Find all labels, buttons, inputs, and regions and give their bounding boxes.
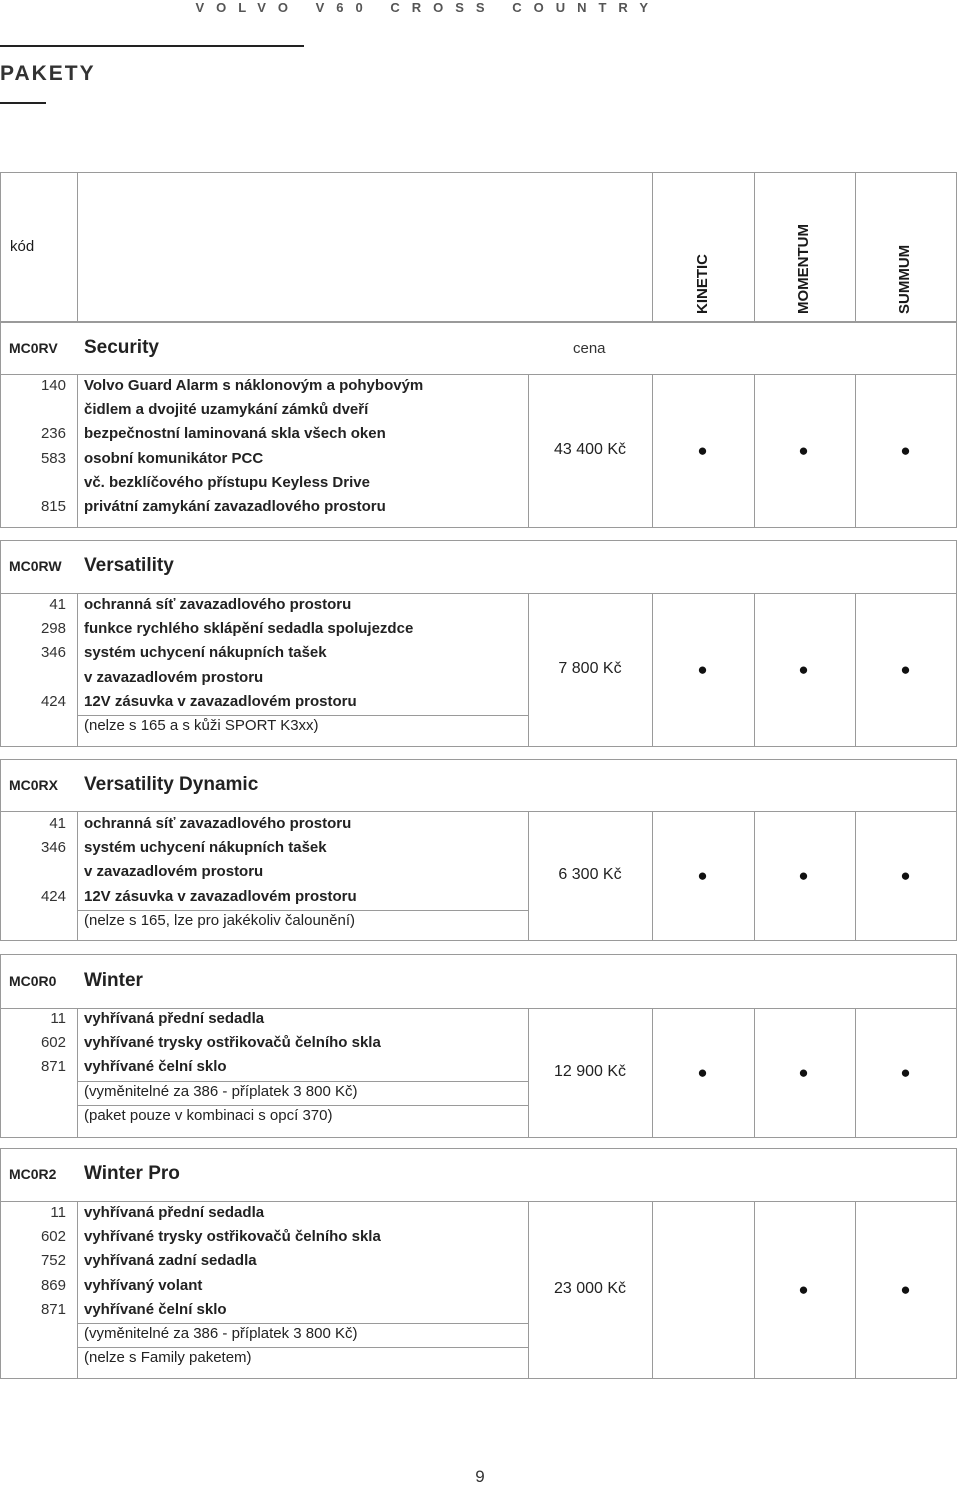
option-description: ochranná síť zavazadlového prostoru [84, 815, 352, 832]
row-divider [1, 811, 956, 812]
option-description: čidlem a dvojité uzamykání zámků dveří [84, 401, 369, 418]
option-note: (nelze s Family paketem) [84, 1349, 252, 1366]
availability-dot: ● [900, 1063, 911, 1082]
header-rule [0, 45, 304, 47]
row-divider [1, 1201, 956, 1202]
option-number: 298 [40, 620, 66, 637]
column-divider [77, 593, 78, 746]
option-description: v zavazadlovém prostoru [84, 669, 264, 686]
availability-dot: ● [900, 866, 911, 885]
option-note: (vyměnitelné za 386 - příplatek 3 800 Kč) [84, 1325, 358, 1342]
option-description: v zavazadlovém prostoru [84, 863, 264, 880]
package-name: Winter Pro [84, 1163, 180, 1184]
option-number: 871 [40, 1301, 66, 1318]
trim-kinetic: KINETIC [694, 254, 711, 314]
option-number: 815 [40, 498, 66, 515]
option-description: vč. bezklíčového přístupu Keyless Drive [84, 474, 370, 491]
option-description: vyhřívané trysky ostřikovačů čelního skla [84, 1034, 381, 1051]
option-description: privátní zamykání zavazadlového prostoru [84, 498, 386, 515]
package-name: Versatility [84, 555, 174, 576]
package-price: 23 000 Kč [553, 1280, 627, 1297]
package-code: MC0RX [9, 777, 59, 793]
option-description: 12V zásuvka v zavazadlovém prostoru [84, 693, 357, 710]
note-divider [78, 1105, 528, 1106]
availability-dot: ● [798, 866, 809, 885]
option-description: systém uchycení nákupních tašek [84, 644, 327, 661]
option-number: 140 [40, 377, 66, 394]
column-divider [77, 1201, 78, 1378]
option-description: funkce rychlého sklápění sedadla spolujezdce [84, 620, 414, 637]
option-note: (nelze s 165, lze pro jakékoliv čalounění) [84, 912, 355, 929]
section-title: PAKETY [0, 62, 96, 85]
package-name: Security [84, 337, 159, 358]
page-number: 9 [475, 1467, 485, 1486]
availability-dot: ● [900, 441, 911, 460]
availability-dot: ● [798, 1280, 809, 1299]
option-number: 869 [40, 1277, 66, 1294]
option-number: 11 [50, 1204, 66, 1221]
availability-dot: ● [798, 1063, 809, 1082]
note-divider [78, 1323, 528, 1324]
availability-dot: ● [798, 660, 809, 679]
option-number: 424 [40, 693, 66, 710]
code-column-label: kód [10, 238, 35, 255]
package-code: MC0RW [9, 558, 62, 574]
option-description: vyhřívaná zadní sedadla [84, 1252, 257, 1269]
option-number: 346 [40, 644, 66, 661]
availability-dot: ● [900, 1280, 911, 1299]
option-number: 11 [50, 1010, 66, 1027]
option-description: vyhřívaný volant [84, 1277, 203, 1294]
package-code: MC0R0 [9, 973, 57, 989]
package-code: MC0R2 [9, 1166, 57, 1182]
package-price: 6 300 Kč [558, 866, 622, 883]
price-column-label: cena [573, 340, 606, 357]
package-price: 7 800 Kč [558, 660, 622, 677]
option-number: 602 [40, 1228, 66, 1245]
note-divider [78, 910, 528, 911]
availability-dot: ● [697, 441, 708, 460]
note-divider [78, 715, 528, 716]
option-description: vyhřívaná přední sedadla [84, 1204, 265, 1221]
availability-dot: ● [697, 866, 708, 885]
option-number: 41 [49, 596, 66, 613]
option-description: vyhřívané trysky ostřikovačů čelního skla [84, 1228, 381, 1245]
option-description: ochranná síť zavazadlového prostoru [84, 596, 352, 613]
note-divider [78, 1347, 528, 1348]
option-number: 583 [40, 450, 66, 467]
availability-dot: ● [697, 1063, 708, 1082]
row-divider [1, 1008, 956, 1009]
option-number: 346 [40, 839, 66, 856]
option-number: 424 [40, 888, 66, 905]
trim-momentum: MOMENTUM [795, 224, 812, 314]
option-number: 602 [40, 1034, 66, 1051]
option-note: (paket pouze v kombinaci s opcí 370) [84, 1107, 333, 1124]
brand-header: VOLVO V60 CROSS COUNTRY [195, 0, 660, 15]
option-description: systém uchycení nákupních tašek [84, 839, 327, 856]
column-divider [77, 1008, 78, 1137]
option-number: 871 [40, 1058, 66, 1075]
note-divider [78, 1081, 528, 1082]
package-name: Winter [84, 970, 143, 991]
availability-dot: ● [900, 660, 911, 679]
availability-dot: ● [798, 441, 809, 460]
trim-summum: SUMMUM [896, 244, 913, 314]
column-divider [652, 1201, 653, 1378]
option-description: vyhřívané čelní sklo [84, 1301, 227, 1318]
option-description: 12V zásuvka v zavazadlovém prostoru [84, 888, 357, 905]
option-number: 41 [49, 815, 66, 832]
option-note: (vyměnitelné za 386 - příplatek 3 800 Kč) [84, 1083, 358, 1100]
option-description: vyhřívaná přední sedadla [84, 1010, 265, 1027]
row-divider [1, 593, 956, 594]
table-header [0, 172, 957, 322]
title-underline [0, 102, 46, 104]
option-description: vyhřívané čelní sklo [84, 1058, 227, 1075]
option-description: Volvo Guard Alarm s náklonovým a pohybovým [84, 377, 424, 394]
package-name: Versatility Dynamic [84, 774, 259, 795]
option-note: (nelze s 165 a s kůži SPORT K3xx) [84, 717, 319, 734]
option-description: osobní komunikátor PCC [84, 450, 264, 467]
package-code: MC0RV [9, 340, 58, 356]
row-divider [1, 374, 956, 375]
package-price: 43 400 Kč [553, 441, 627, 458]
column-divider [77, 374, 78, 527]
option-number: 236 [40, 425, 66, 442]
option-description: bezpečnostní laminovaná skla všech oken [84, 425, 386, 442]
availability-dot: ● [697, 660, 708, 679]
column-divider [77, 811, 78, 940]
option-number: 752 [40, 1252, 66, 1269]
package-price: 12 900 Kč [553, 1063, 627, 1080]
